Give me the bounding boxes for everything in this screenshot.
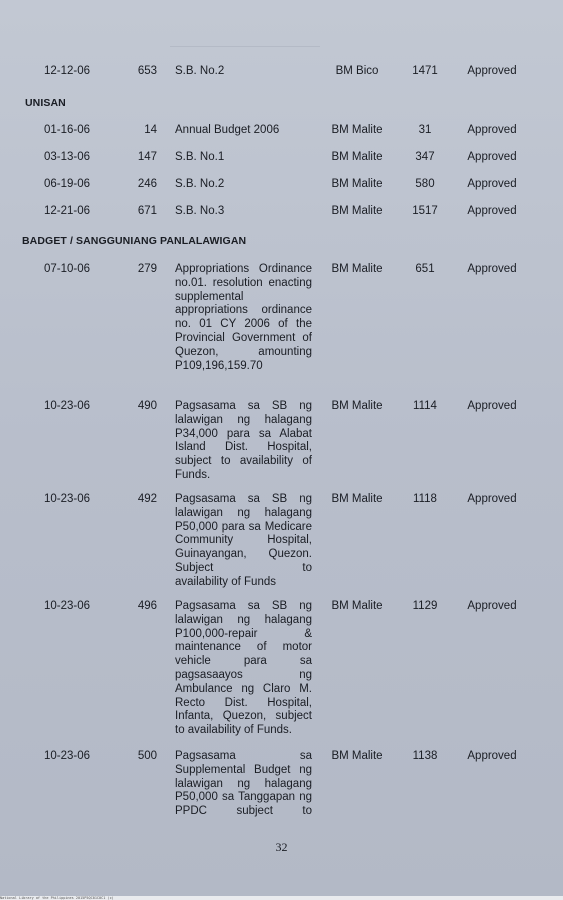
date-cell: 03-13-06 — [44, 151, 91, 163]
subject-text: Pagsasama sa SB ng lalawigan ng halagang P34,000 para sa Alabat Island Dist. Hospital, subject to availability of — [175, 400, 312, 468]
subject-cell — [175, 750, 312, 819]
number-cell: 496 — [137, 600, 157, 612]
subject-cell: Annual Budget 2006 — [175, 124, 280, 136]
author-cell: BM Malite — [331, 178, 383, 190]
subject-cell: S.B. No.1 — [175, 151, 225, 163]
number-cell: 500 — [137, 750, 157, 762]
subject-cell: S.B. No.2 — [175, 178, 225, 190]
scan-footer: National Library of the Philippines 2015P5QC01C0C1 (c) — [0, 896, 563, 900]
date-cell: 10-23-06 — [44, 493, 91, 505]
reference-cell: 31 — [418, 124, 432, 136]
reference-cell: 1114 — [413, 400, 437, 412]
status-cell: Approved — [467, 124, 517, 136]
author-cell: BM Malite — [331, 263, 383, 275]
status-cell: Approved — [467, 205, 517, 217]
status-cell: Approved — [467, 151, 517, 163]
subject-last-line: to availability of Funds. — [175, 724, 292, 737]
reference-cell: 651 — [415, 263, 435, 275]
status-cell: Approved — [467, 400, 517, 412]
reference-cell: 347 — [415, 151, 435, 163]
status-cell: Approved — [467, 493, 517, 505]
reference-cell: 1129 — [412, 600, 438, 612]
author-cell: BM Malite — [331, 750, 383, 762]
subject-cell — [175, 400, 312, 483]
reference-cell: 1517 — [412, 205, 438, 217]
number-cell: 246 — [137, 178, 157, 190]
number-cell: 490 — [137, 400, 157, 412]
date-cell: 10-23-06 — [44, 750, 91, 762]
number-cell: 279 — [137, 263, 157, 275]
subject-last-line: availability of Funds — [175, 575, 276, 588]
author-cell: BM Malite — [331, 205, 383, 217]
subject-text: Pagsasama sa Supplemental Budget ng lalawigan ng halagang P50,000 sa Tanggapan ng PPDC subject to — [175, 750, 312, 818]
reference-cell: 1138 — [412, 750, 438, 762]
number-cell: 492 — [137, 493, 157, 505]
subject-last-line: Funds. — [175, 468, 211, 481]
subject-cell — [175, 493, 312, 590]
section-heading-budget: BADGET / SANGGUNIANG PANLALAWIGAN — [22, 235, 247, 247]
subject-text: Appropriations Ordinance no.01. resolution enacting supplemental appropriations ordinance no. 01 CY 2006 of the Provincial Government of Quezon, amounting — [175, 263, 312, 358]
date-cell: 10-23-06 — [44, 400, 91, 412]
subject-cell — [175, 263, 312, 373]
subject-text: Pagsasama sa SB ng lalawigan ng halagang P50,000 para sa Medicare Community Hospital, Guinayangan, Quezon. Subject to — [175, 493, 312, 574]
number-cell: 14 — [144, 124, 157, 136]
subject-last-line: P109,196,159.70 — [175, 359, 263, 372]
subject-cell: S.B. No.2 — [175, 65, 225, 77]
author-cell: BM Malite — [331, 124, 383, 136]
date-cell: 12-12-06 — [44, 65, 91, 77]
status-cell: Approved — [467, 600, 517, 612]
reference-cell: 1118 — [413, 493, 437, 505]
bleed-through-shadow — [170, 46, 320, 67]
number-cell: 671 — [137, 205, 157, 217]
status-cell: Approved — [467, 263, 517, 275]
subject-text: Pagsasama sa SB ng lalawigan ng halagang P100,000-repair & maintenance of motor vehicle para sa pagsasaayos ng Ambulance ng Claro M. Recto Dist. Hospital, Infanta, Quezon, subject — [175, 600, 312, 723]
author-cell: BM Bico — [335, 65, 379, 77]
page-number: 32 — [275, 840, 288, 854]
date-cell: 12-21-06 — [44, 205, 91, 217]
section-heading-unisan: UNISAN — [25, 97, 66, 109]
date-cell: 10-23-06 — [44, 600, 91, 612]
reference-cell: 1471 — [412, 65, 438, 77]
subject-cell — [175, 600, 312, 738]
date-cell: 07-10-06 — [44, 263, 91, 275]
number-cell: 147 — [137, 151, 157, 163]
author-cell: BM Malite — [331, 400, 383, 412]
number-cell: 653 — [137, 65, 157, 77]
date-cell: 01-16-06 — [44, 124, 91, 136]
status-cell: Approved — [467, 65, 517, 77]
author-cell: BM Malite — [331, 151, 383, 163]
subject-cell: S.B. No.3 — [175, 205, 225, 217]
status-cell: Approved — [467, 750, 517, 762]
status-cell: Approved — [467, 178, 517, 190]
date-cell: 06-19-06 — [44, 178, 91, 190]
author-cell: BM Malite — [331, 493, 383, 505]
author-cell: BM Malite — [331, 600, 383, 612]
reference-cell: 580 — [415, 178, 435, 190]
